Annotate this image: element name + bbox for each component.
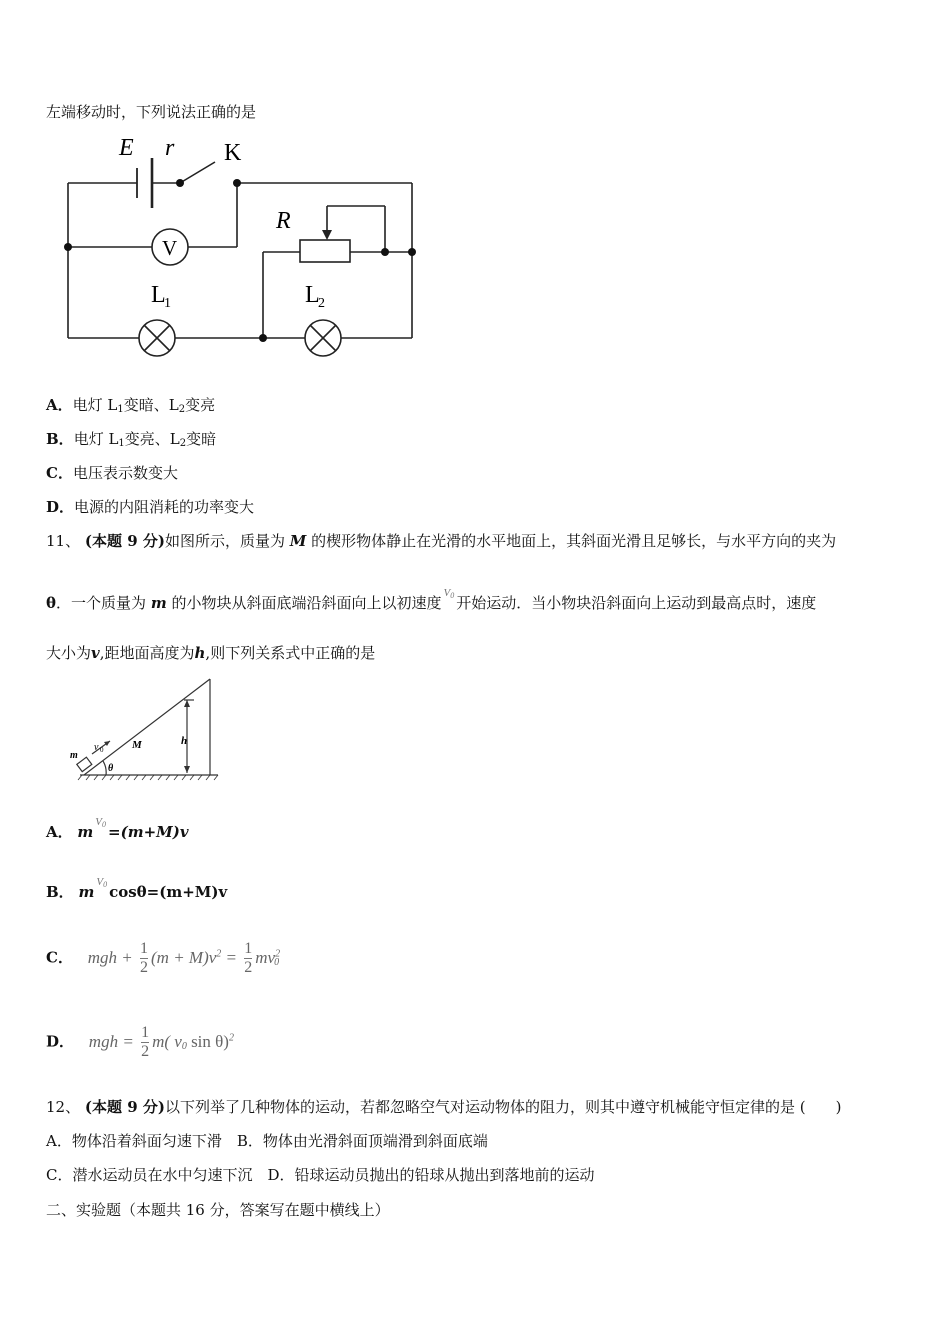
label-K: K: [224, 140, 242, 166]
q11-option-d[interactable]: D． mgh = $\frac{1}{2}$ m( $v_0$ sin θ)$^2$: [46, 1024, 234, 1061]
label-E: E: [119, 135, 134, 161]
q11-option-b[interactable]: B． $mV_0$ cosθ=(m+M)v: [46, 876, 228, 901]
q10-option-a[interactable]: A．电灯 $L_1$变暗、$L_2$变亮: [46, 396, 216, 415]
label-V: V: [162, 236, 178, 260]
q11-option-a[interactable]: A． $mV_0 =(m+M)v$: [46, 816, 189, 841]
q10-option-d[interactable]: D．电源的内阻消耗的功率变大: [46, 498, 255, 516]
label-L1: L: [151, 282, 166, 308]
label-L1-sub: 1: [164, 296, 171, 311]
fig-theta: θ: [108, 763, 114, 774]
label-R: R: [276, 208, 291, 234]
v0-symbol: $V_0$: [443, 587, 455, 600]
circuit-diagram: [55, 130, 435, 365]
label-r: r: [165, 135, 175, 161]
q10-intro: 左端移动时，下列说法正确的是: [46, 103, 257, 121]
q11-stem-line2: θ．一个质量为 m 的小物块从斜面底端沿斜面向上以初速度$V_0$ 开始运动．当小物块沿斜面向上运动到最高点时，速度: [46, 593, 816, 618]
fig-M: M: [132, 739, 142, 751]
q12-options-cd: [46, 1165, 595, 1185]
q12-option-b[interactable]: B．物体由光滑斜面顶端滑到斜面底端: [236, 1132, 488, 1150]
q12-options-ab: [46, 1131, 488, 1151]
formula-c: mgh + $\frac{1}{2}$ $(m + M)v^2$ = $\frac{1}{2}$ $mv^2_0$: [87, 940, 281, 977]
fig-v0: v: [94, 742, 99, 753]
fig-v0-sub: 0: [100, 746, 104, 754]
section-heading-experiment: 二、实验题（本题共 16 分，答案写在题中横线上）: [46, 1201, 390, 1219]
formula-d: mgh = $\frac{1}{2}$ m( $v_0$ sin θ)$^2$: [88, 1024, 234, 1061]
q10-option-b[interactable]: B．电灯 $L_1$变亮、$L_2$变暗: [46, 430, 217, 449]
q11-stem-line1: 11、 (本题 9 分)如图所示，质量为 M 的楔形物体静止在光滑的水平地面上，其斜面光滑且足够长，与水平方向的夹为: [46, 532, 837, 550]
q11-option-c[interactable]: C． mgh + $\frac{1}{2}$ $(m + M)v^2$ = $\frac{1}{2}$ $mv^2_0$: [46, 940, 281, 977]
label-L2-sub: 2: [318, 296, 325, 311]
q12-option-c[interactable]: C．潜水运动员在水中匀速下沉: [46, 1166, 253, 1184]
q11-stem-line3: 大小为v,距地面高度为h,则下列关系式中正确的是: [46, 644, 376, 662]
q12-option-a[interactable]: A．物体沿着斜面匀速下滑: [46, 1132, 222, 1150]
fig-m: m: [70, 750, 78, 761]
label-L2: L: [305, 282, 320, 308]
q12-stem: 12、 (本题 9 分)以下列举了几种物体的运动，若都忽略空气对运动物体的阻力，则其中遵守机械能守恒定律的是 ( ): [46, 1098, 842, 1116]
incline-diagram: [66, 672, 226, 784]
fig-h: h: [181, 735, 188, 747]
q10-option-c[interactable]: C．电压表示数变大: [46, 464, 178, 482]
q12-option-d[interactable]: D．铅球运动员抛出的铅球从抛出到落地前的运动: [267, 1166, 595, 1184]
